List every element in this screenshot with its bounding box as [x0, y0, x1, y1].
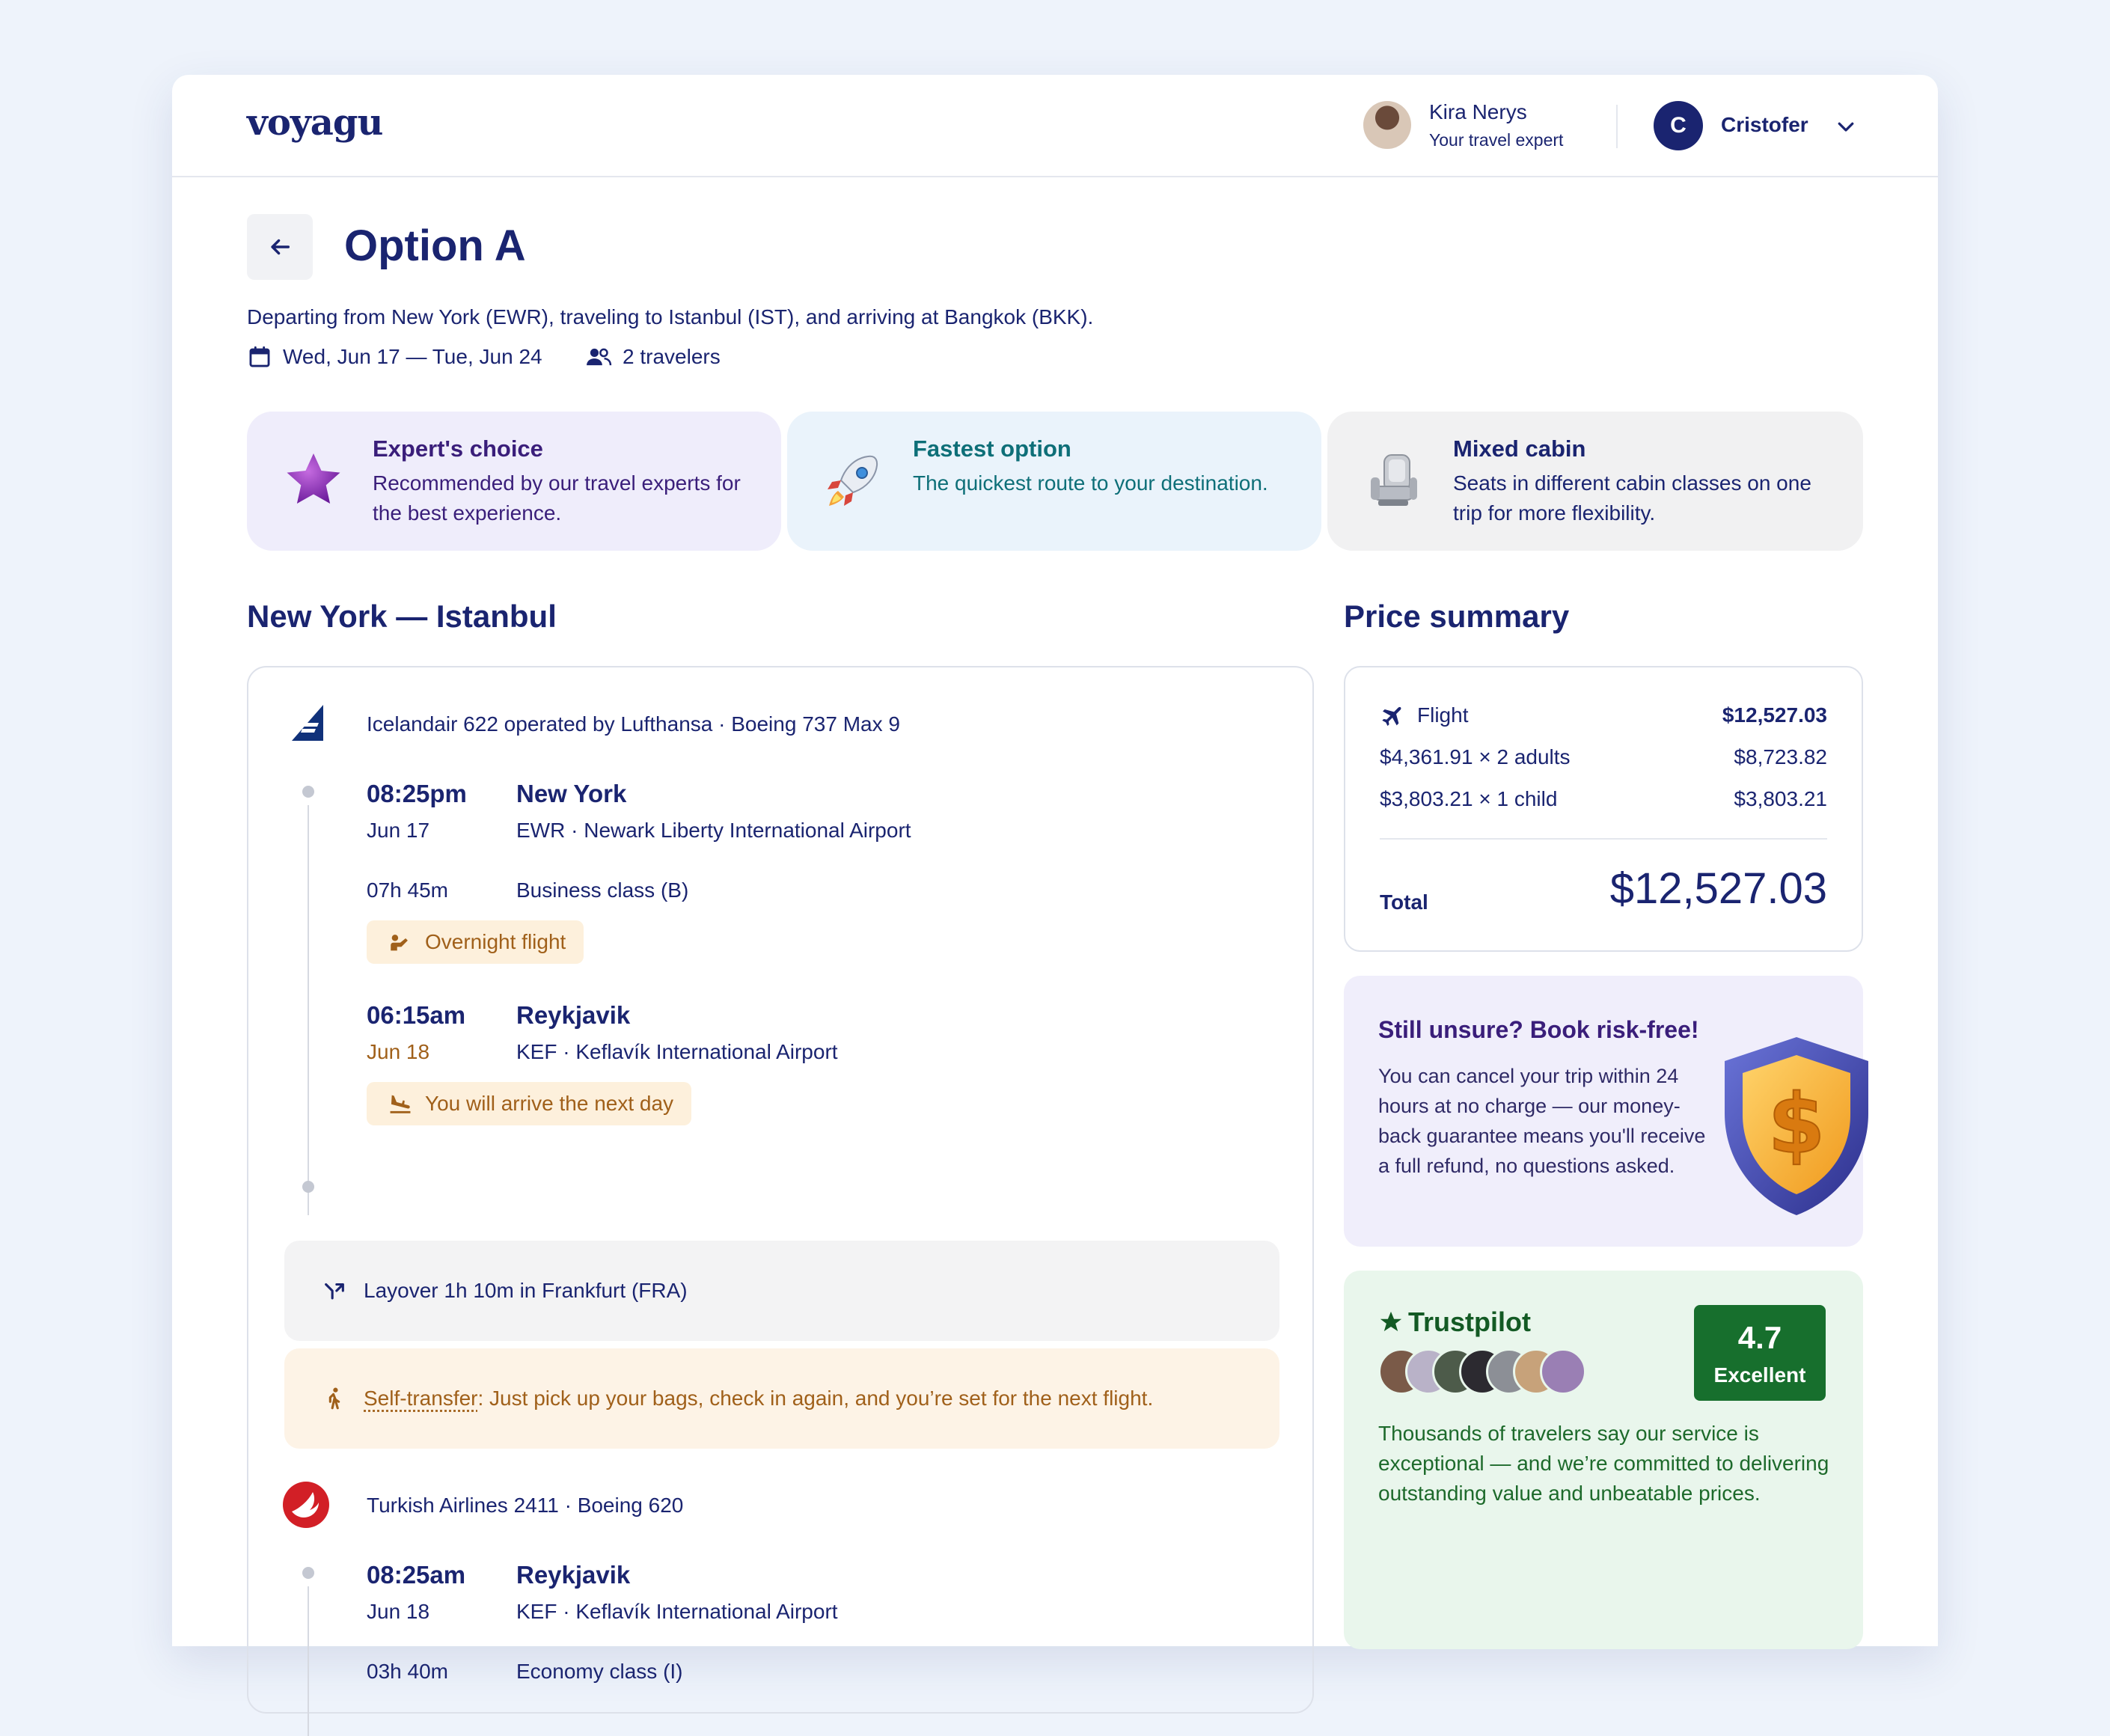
- price-line-value: $8,723.82: [1734, 745, 1827, 768]
- next-day-arrival-badge: [367, 1082, 691, 1125]
- price-line: [1380, 787, 1827, 817]
- arrive-city: Reykjavik: [516, 1001, 631, 1029]
- expert-name: Kira Nerys: [1429, 100, 1527, 123]
- connection-icon: [322, 1278, 347, 1303]
- layover-text: Layover 1h 10m in Frankfurt (FRA): [364, 1279, 688, 1302]
- price-flight-row: [1380, 703, 1827, 733]
- depart-time: 08:25am: [367, 1561, 466, 1589]
- price-line: [1380, 745, 1827, 775]
- price-line-label: $3,803.21 × 1 child: [1380, 787, 1558, 810]
- top-bar: [172, 75, 1938, 177]
- price-summary-title: Price summary: [1344, 599, 1570, 634]
- depart-date: Jun 17: [367, 819, 430, 842]
- arrive-airport: [516, 1040, 838, 1064]
- timeline-dot: [302, 1567, 314, 1579]
- itinerary-title: New York — Istanbul: [247, 599, 557, 634]
- aircraft-type: Boeing 620: [577, 1494, 684, 1517]
- flight-total: $12,527.03: [1722, 703, 1827, 727]
- arrive-date: Jun 18: [367, 1040, 430, 1063]
- back-button[interactable]: [247, 214, 313, 280]
- trustpilot-brand: Trustpilot: [1408, 1306, 1531, 1337]
- segment-airline: [367, 712, 900, 736]
- turkish-airlines-logo-icon: [281, 1480, 331, 1529]
- depart-airport: [516, 819, 911, 843]
- airport-name: Keflavík International Airport: [575, 1600, 838, 1623]
- expert-role: Your travel expert: [1429, 130, 1564, 150]
- trip-travelers: [585, 344, 721, 370]
- people-icon: [585, 344, 612, 370]
- user-name[interactable]: Cristofer: [1721, 113, 1808, 136]
- price-divider: [1380, 838, 1827, 840]
- self-transfer-link[interactable]: Self-transfer: [364, 1387, 478, 1410]
- sleep-icon: [388, 929, 413, 955]
- expert-avatar: [1363, 101, 1411, 149]
- route-description: Departing from New York (EWR), traveling to Istanbul (IST), and arriving at Bangkok (BKK).: [247, 305, 1094, 328]
- trustpilot-logo[interactable]: [1378, 1306, 1531, 1338]
- depart-date: Jun 18: [367, 1600, 430, 1623]
- self-transfer-text: : Just pick up your bags, check in again, and you’re set for the next flight.: [477, 1387, 1154, 1410]
- tag-description: Recommended by our travel experts for the best experience.: [373, 471, 741, 525]
- reviewer-avatar: [1540, 1348, 1586, 1395]
- overnight-flight-badge: [367, 920, 584, 964]
- reviewer-avatars: [1378, 1348, 1618, 1395]
- trustpilot-star-icon: [1378, 1309, 1404, 1335]
- badge-text: You will arrive the next day: [425, 1092, 674, 1115]
- tag-title: Mixed cabin: [1453, 435, 1586, 462]
- timeline-line: [308, 805, 309, 1215]
- voyagu-logo[interactable]: voyagu: [247, 102, 383, 144]
- airport-code: KEF: [516, 1600, 557, 1623]
- cabin-class: Economy class (I): [516, 1660, 683, 1683]
- tag-fastest-option: [787, 412, 1321, 551]
- money-shield-icon: [1718, 1033, 1875, 1220]
- flight-duration: 07h 45m: [367, 878, 448, 902]
- airline-name: Turkish Airlines 2411: [367, 1494, 559, 1517]
- badge-text: Overnight flight: [425, 930, 566, 953]
- app-window: [172, 75, 1938, 1683]
- seat-icon: [1360, 447, 1428, 515]
- separator-dot: ·: [563, 1600, 576, 1623]
- airport-code: EWR: [516, 819, 566, 842]
- chevron-down-icon[interactable]: [1835, 115, 1857, 138]
- risk-free-card: [1344, 976, 1863, 1247]
- aircraft-type: Boeing 737 Max 9: [731, 712, 900, 736]
- plane-landing-icon: [388, 1091, 413, 1116]
- trustpilot-text: Thousands of travelers say our service is exceptional — and we’re committed to delivering outstanding value and unbeatable prices.: [1378, 1422, 1829, 1505]
- trust-rating: Excellent: [1713, 1363, 1806, 1387]
- price-line-value: $3,803.21: [1734, 787, 1827, 810]
- cabin-class: Business class (B): [516, 878, 689, 902]
- trip-dates: [247, 344, 542, 370]
- timeline-dot: [302, 1181, 314, 1193]
- flight-itinerary-card: [247, 666, 1314, 1714]
- timeline-dot: [302, 786, 314, 798]
- risk-free-text: You can cancel your trip within 24 hours at no charge — our money-back guarantee means you'll receive a full refund, no questions asked.: [1378, 1065, 1706, 1177]
- user-avatar[interactable]: C: [1654, 101, 1703, 150]
- separator-dot: ·: [718, 712, 732, 736]
- airport-code: KEF: [516, 1040, 557, 1063]
- svg-text:$: $: [1767, 1076, 1826, 1172]
- depart-city: New York: [516, 780, 627, 807]
- tag-description: Seats in different cabin classes on one trip for more flexibility.: [1453, 471, 1811, 525]
- walking-person-icon: [322, 1386, 347, 1411]
- header-divider: [1616, 105, 1618, 148]
- arrow-left-icon: [267, 234, 293, 260]
- total-value: $12,527.03: [1609, 864, 1827, 913]
- separator-dot: ·: [563, 1040, 576, 1063]
- tag-title: Expert's choice: [373, 435, 543, 462]
- segment-airline: [367, 1494, 683, 1518]
- self-transfer-notice: [284, 1348, 1279, 1449]
- depart-time: 08:25pm: [367, 780, 467, 807]
- trustpilot-card: [1344, 1271, 1863, 1649]
- timeline-line: [308, 1586, 309, 1736]
- airline-name: Icelandair 622 operated by Lufthansa: [367, 712, 713, 736]
- airport-name: Newark Liberty International Airport: [584, 819, 911, 842]
- airport-name: Keflavík International Airport: [575, 1040, 838, 1063]
- layover-info: [284, 1241, 1279, 1341]
- price-line-label: $4,361.91 × 2 adults: [1380, 745, 1571, 768]
- star-icon: [280, 447, 347, 515]
- tag-mixed-cabin: [1327, 412, 1863, 551]
- risk-free-title: Still unsure? Book risk-free!: [1378, 1016, 1699, 1043]
- calendar-icon: [247, 344, 272, 370]
- trip-dates-text: Wed, Jun 17 — Tue, Jun 24: [283, 345, 542, 368]
- price-summary-card: [1344, 666, 1863, 952]
- arrive-time: 06:15am: [367, 1001, 466, 1029]
- trustpilot-score-badge: [1694, 1305, 1826, 1401]
- tag-description: The quickest route to your destination.: [913, 471, 1268, 495]
- page-title: Option A: [344, 221, 526, 270]
- flight-duration: 03h 40m: [367, 1660, 448, 1683]
- flight-label: Flight: [1417, 703, 1469, 727]
- tag-title: Fastest option: [913, 435, 1071, 462]
- depart-airport: [516, 1600, 838, 1624]
- icelandair-logo-icon: [281, 699, 331, 748]
- depart-city: Reykjavik: [516, 1561, 631, 1589]
- rocket-icon: [820, 447, 887, 515]
- trust-score: 4.7: [1737, 1320, 1782, 1355]
- separator-dot: ·: [571, 819, 584, 842]
- separator-dot: ·: [564, 1494, 578, 1517]
- plane-icon: [1380, 703, 1404, 727]
- travelers-text: 2 travelers: [623, 345, 721, 368]
- total-label: Total: [1380, 890, 1428, 914]
- tag-experts-choice: [247, 412, 781, 551]
